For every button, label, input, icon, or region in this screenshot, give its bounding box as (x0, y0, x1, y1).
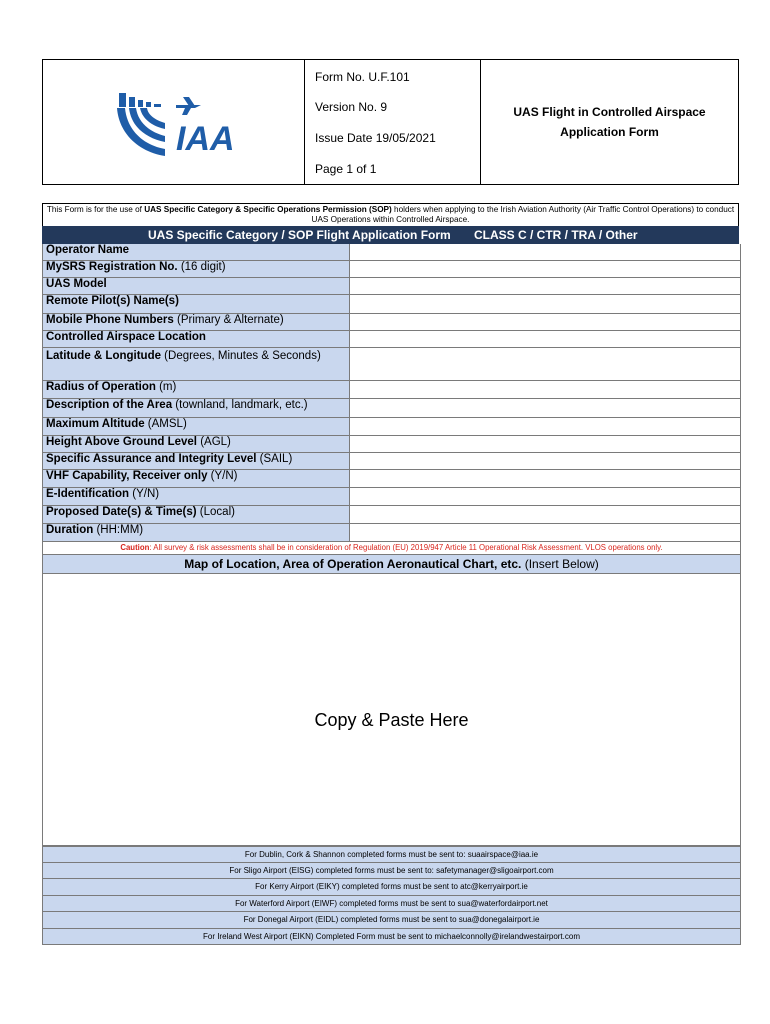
field-label: Mobile Phone Numbers (Primary & Alternate) (42, 314, 350, 331)
map-paste-area[interactable] (42, 574, 741, 846)
proposed-dates-input[interactable] (350, 506, 741, 524)
lat-long-input[interactable] (350, 348, 741, 381)
iaa-logo (43, 60, 305, 184)
e-identification-input[interactable] (350, 488, 741, 506)
section-heading-left: UAS Specific Category / SOP Flight Application Form (148, 228, 451, 242)
field-label: Radius of Operation (m) (42, 381, 350, 399)
version-number: Version No. 9 (315, 100, 388, 114)
field-label: Height Above Ground Level (AGL) (42, 436, 350, 453)
form-title-line-2: Application Form (560, 125, 659, 139)
vhf-capability-input[interactable] (350, 470, 741, 488)
intro-post: holders when applying to the Irish Aviation Authority (Air Traffic Control Operations) to conduct UAS Operations within Controlled Airspace. (311, 205, 735, 224)
field-row (42, 331, 741, 348)
field-row (42, 278, 741, 295)
logo-stripe-5 (154, 104, 161, 107)
caution-text: : All survey & risk assessments shall be in consideration of Regulation (EU) 2019/947 Article 11 Operational Risk Assessment. VLOS operations only. (149, 543, 663, 552)
footer-row: For Dublin, Cork & Shannon completed forms must be sent to: suaairspace@iaa.ie (42, 846, 741, 863)
logo-cell (43, 60, 305, 184)
field-label: VHF Capability, Receiver only (Y/N) (42, 470, 350, 488)
remote-pilot-names-input[interactable] (350, 295, 741, 314)
form-number: Form No. U.F.101 (315, 70, 410, 84)
plane-icon (176, 97, 201, 115)
logo-stripe-1 (119, 93, 126, 107)
fields-table (42, 244, 741, 542)
mobile-phone-input[interactable] (350, 314, 741, 331)
field-row (42, 470, 741, 488)
field-row (42, 348, 741, 381)
intro-text (42, 203, 739, 226)
area-description-input[interactable] (350, 399, 741, 418)
duration-input[interactable] (350, 524, 741, 542)
map-heading-bold: Map of Location, Area of Operation Aeronautical Chart, etc. (184, 557, 522, 571)
field-label: Controlled Airspace Location (42, 331, 350, 348)
field-label: Proposed Date(s) & Time(s) (Local) (42, 506, 350, 524)
field-row (42, 381, 741, 399)
field-row (42, 524, 741, 542)
height-agl-input[interactable] (350, 436, 741, 453)
intro-bold: UAS Specific Category & Specific Operations Permission (SOP) (144, 205, 392, 214)
logo-stripe-3 (138, 100, 143, 107)
footer-row: For Waterford Airport (EIWF) completed forms must be sent to sua@waterfordairport.net (42, 896, 741, 913)
field-row (42, 244, 741, 261)
map-heading (42, 554, 741, 574)
field-row (42, 314, 741, 331)
issue-date: Issue Date 19/05/2021 (315, 131, 436, 145)
field-row (42, 506, 741, 524)
form-title-cell (481, 60, 738, 184)
field-row (42, 399, 741, 418)
map-heading-rest: (Insert Below) (521, 557, 599, 571)
form-info-cell (305, 60, 481, 184)
field-label: E-Identification (Y/N) (42, 488, 350, 506)
field-label: Latitude & Longitude (Degrees, Minutes & Seconds) (42, 348, 350, 381)
field-label: Specific Assurance and Integrity Level (SAIL) (42, 453, 350, 470)
footer-row: For Donegal Airport (EIDL) completed forms must be sent to sua@donegalairport.ie (42, 912, 741, 929)
sail-input[interactable] (350, 453, 741, 470)
uas-model-input[interactable] (350, 278, 741, 295)
field-row (42, 418, 741, 436)
footer-row: For Sligo Airport (EISG) completed forms must be sent to: safetymanager@sligoairport.com (42, 863, 741, 880)
controlled-airspace-input[interactable] (350, 331, 741, 348)
field-row (42, 261, 741, 278)
logo-arc-outer (117, 108, 165, 156)
form-title-line-1: UAS Flight in Controlled Airspace (513, 105, 706, 119)
intro-pre: This Form is for the use of (46, 205, 145, 214)
footer-row: For Ireland West Airport (EIKN) Completed Form must be sent to michaelconnolly@irelandwestairport.com (42, 929, 741, 946)
mysrs-registration-input[interactable] (350, 261, 741, 278)
field-label: Description of the Area (townland, landmark, etc.) (42, 399, 350, 418)
logo-text: IAA (176, 120, 235, 158)
caution-label: Caution (120, 543, 150, 552)
field-row (42, 453, 741, 470)
operator-name-input[interactable] (350, 244, 741, 261)
page-number: Page 1 of 1 (315, 162, 377, 176)
field-row (42, 488, 741, 506)
footer-row: For Kerry Airport (EIKY) completed forms must be sent to atc@kerryairport.ie (42, 879, 741, 896)
field-label: Maximum Altitude (AMSL) (42, 418, 350, 436)
field-row (42, 436, 741, 453)
form-header (42, 59, 739, 185)
caution-note (42, 542, 741, 554)
field-label: Duration (HH:MM) (42, 524, 350, 542)
field-row (42, 295, 741, 314)
field-label: UAS Model (42, 278, 350, 295)
radius-input[interactable] (350, 381, 741, 399)
section-heading (42, 226, 739, 244)
field-label: MySRS Registration No. (16 digit) (42, 261, 350, 278)
max-altitude-input[interactable] (350, 418, 741, 436)
field-label: Remote Pilot(s) Name(s) (42, 295, 350, 314)
section-heading-right: CLASS C / CTR / TRA / Other (474, 228, 638, 242)
field-label: Operator Name (42, 244, 350, 261)
paste-placeholder: Copy & Paste Here (314, 710, 469, 730)
logo-stripe-2 (129, 97, 135, 107)
logo-stripe-4 (146, 102, 151, 107)
